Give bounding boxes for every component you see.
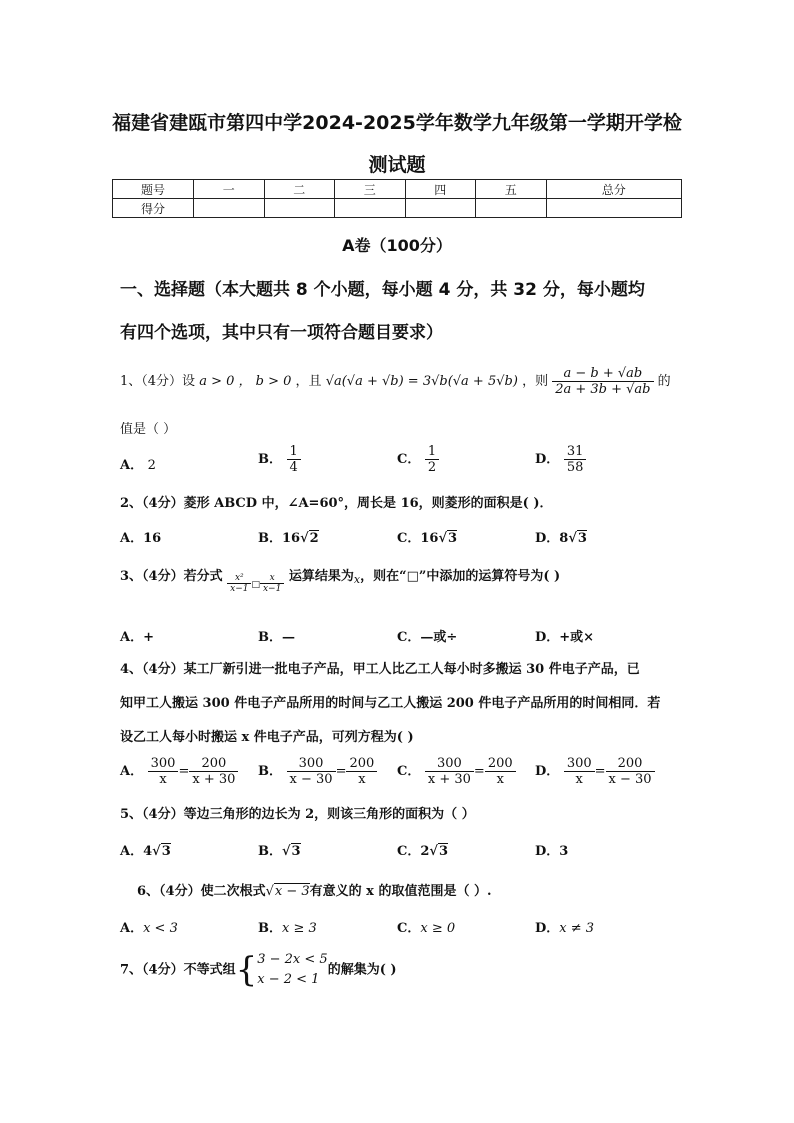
question-2: 2、（4分）菱形 ABCD 中，∠A=60°，周长是 16，则菱形的面积是( )． — [120, 496, 553, 511]
fraction-numerator: 1 — [425, 444, 439, 460]
sqrt-icon: √ — [152, 844, 161, 859]
q5-option-c[interactable] — [397, 840, 448, 859]
q6-option-a[interactable] — [120, 917, 178, 936]
brace-icon: { — [235, 950, 258, 990]
section-heading-line2: 有四个选项，其中只有一项符合题目要求） — [120, 323, 443, 343]
fraction-denominator: x — [159, 772, 167, 787]
q5-option-d[interactable]: D．3 — [535, 844, 569, 859]
option-fraction — [287, 444, 301, 475]
option-expression: x ≠ 3 — [559, 921, 595, 936]
score-cell[interactable] — [264, 199, 335, 218]
score-header-cell: 一 — [194, 180, 265, 199]
fraction-numerator: 300 — [564, 756, 595, 772]
radicand: 3 — [438, 844, 448, 859]
q1-option-b[interactable] — [258, 444, 301, 475]
question-4-line1: 4、（4分）某工厂新引进一批电子产品，甲工人比乙工人每小时多搬运 30 件电子产品，已 — [120, 662, 640, 677]
option-value: 2 — [147, 458, 156, 473]
question-6 — [137, 880, 492, 899]
option-expression: x ≥ 3 — [282, 921, 317, 936]
inequality-1: 3 − 2x < 5 — [257, 952, 328, 967]
fraction-numerator: 200 — [189, 756, 238, 772]
option-label: B． — [258, 921, 282, 936]
option-fraction — [564, 444, 587, 475]
q2-option-d[interactable] — [535, 527, 587, 546]
fraction-left — [287, 756, 336, 787]
fraction-left — [564, 756, 595, 787]
fraction-right — [606, 756, 655, 787]
score-row-label: 得分 — [113, 199, 194, 218]
q1-fraction-denominator: 2a + 3b + √ab — [555, 382, 651, 397]
fraction-denominator: x — [575, 772, 583, 787]
q1-suffix: 的 — [657, 374, 671, 389]
score-cell[interactable] — [405, 199, 476, 218]
q4-option-a[interactable] — [120, 756, 238, 787]
option-label: A． — [120, 921, 144, 936]
fraction-numerator: 1 — [287, 444, 301, 460]
sqrt-icon: √ — [429, 844, 438, 859]
sqrt-icon: √ — [282, 844, 291, 859]
q6-option-d[interactable] — [535, 917, 594, 936]
option-label: A．4 — [120, 844, 153, 859]
q3-result: x — [353, 573, 361, 586]
fraction-denominator: 4 — [289, 460, 298, 475]
q4-option-d[interactable] — [535, 756, 655, 787]
q7-suffix: 的解集为( ) — [327, 962, 397, 978]
q3-expression — [227, 573, 284, 594]
q3-fraction-2 — [260, 573, 284, 594]
question-7 — [120, 950, 397, 990]
option-label: D． — [535, 921, 560, 936]
score-cell[interactable] — [476, 199, 547, 218]
option-label: C．2 — [397, 844, 430, 859]
score-header-cell: 题号 — [113, 180, 194, 199]
exam-title-line2: 测试题 — [368, 154, 426, 176]
q1-option-d[interactable] — [535, 444, 586, 475]
exam-title-line1: 福建省建瓯市第四中学2024-2025学年数学九年级第一学期开学检 — [112, 112, 682, 134]
option-label: C．16 — [397, 531, 439, 546]
option-fraction — [425, 444, 439, 475]
option-label: C． — [397, 452, 421, 467]
score-header-cell: 三 — [335, 180, 406, 199]
question-4-line3: 设乙工人每小时搬运 x 件电子产品，可列方程为( ) — [120, 730, 414, 745]
sqrt-icon: √ — [568, 531, 577, 546]
option-expression: x < 3 — [143, 921, 178, 936]
q3-option-c[interactable]: C．—或÷ — [397, 630, 458, 645]
fraction-denominator: x − 30 — [289, 772, 333, 787]
inequality-2: x − 2 < 1 — [257, 972, 320, 987]
q3-mid: 运算结果为 — [288, 569, 354, 584]
option-label: A． — [120, 764, 144, 779]
option-label: D．8 — [535, 531, 569, 546]
option-label: D． — [535, 764, 560, 779]
score-cell[interactable] — [194, 199, 265, 218]
equals-sign: = — [335, 764, 347, 779]
q1-equation: √a(√a + √b) = 3√b(√a + 5√b) — [325, 374, 518, 389]
fraction-denominator: 58 — [566, 460, 584, 475]
score-header-cell: 总分 — [546, 180, 682, 199]
radicand: 3 — [577, 531, 587, 546]
score-header-cell: 二 — [264, 180, 335, 199]
q6-radicand: x − 3 — [274, 884, 310, 899]
q3-fraction-1 — [227, 573, 251, 594]
q6-option-b[interactable] — [258, 917, 317, 936]
q3-option-b[interactable]: B．— — [258, 630, 295, 645]
sqrt-icon: √ — [438, 531, 447, 546]
fraction-denominator: x — [358, 772, 366, 787]
score-cell[interactable] — [335, 199, 406, 218]
fraction-numerator: 200 — [606, 756, 655, 772]
q7-prefix: 7、（4分）不等式组 — [120, 962, 236, 978]
q1-line2: 值是（ ） — [120, 422, 177, 437]
score-table-row — [113, 199, 682, 218]
option-label: B． — [258, 452, 282, 467]
option-label: C． — [397, 921, 421, 936]
q1-option-c[interactable] — [397, 444, 439, 475]
fraction-numerator: 300 — [287, 756, 336, 772]
q3-option-a[interactable]: A．+ — [120, 630, 154, 645]
q6-suffix: 有意义的 x 的取值范围是（ ）. — [309, 884, 492, 899]
equals-sign: = — [594, 764, 606, 779]
q1-fraction — [552, 366, 653, 397]
fraction-denominator: x + 30 — [192, 772, 236, 787]
fraction-numerator: 200 — [346, 756, 377, 772]
option-label: B． — [258, 844, 282, 859]
q3-option-d[interactable]: D．+或× — [535, 630, 595, 645]
q3-prefix: 3、（4分）若分式 — [120, 569, 223, 584]
score-table — [112, 179, 682, 218]
q2-option-c[interactable] — [397, 527, 457, 546]
fraction-denominator: 2 — [427, 460, 437, 475]
q4-option-c[interactable] — [397, 756, 516, 787]
radicand: 2 — [309, 531, 319, 546]
q6-option-c[interactable] — [397, 917, 455, 936]
equals-sign: = — [473, 764, 485, 779]
score-table-header-row — [113, 180, 682, 199]
fraction-numerator: 31 — [564, 444, 587, 460]
q1-condition: a > 0 ， b > 0 — [199, 374, 292, 389]
radicand: 3 — [291, 844, 301, 859]
q1-mid: ，且 — [295, 374, 322, 389]
sqrt-icon: √ — [300, 531, 309, 546]
fraction-right — [485, 756, 516, 787]
fraction-denominator: x − 30 — [608, 772, 652, 787]
fraction-denominator: x — [496, 772, 504, 787]
fraction-numerator: 300 — [148, 756, 179, 772]
fraction-denominator: x + 30 — [427, 772, 471, 787]
score-header-cell: 四 — [405, 180, 476, 199]
fraction-numerator: x² — [227, 573, 251, 584]
option-label: D． — [535, 452, 560, 467]
q2-option-a[interactable]: A．16 — [120, 531, 162, 546]
radicand: 3 — [161, 844, 171, 859]
q5-option-a[interactable] — [120, 840, 171, 859]
option-expression: x ≥ 0 — [420, 921, 456, 936]
fraction-left — [148, 756, 179, 787]
q5-option-b[interactable] — [258, 840, 301, 859]
fraction-numerator: x — [260, 573, 284, 584]
option-label: B． — [258, 764, 282, 779]
option-label: A． — [120, 458, 144, 473]
fraction-numerator: 200 — [485, 756, 516, 772]
q1-fraction-numerator: a − b + √ab — [552, 366, 653, 382]
fraction-right — [189, 756, 238, 787]
fraction-denominator: x−1 — [230, 584, 249, 594]
q4-option-b[interactable] — [258, 756, 377, 787]
question-5: 5、（4分）等边三角形的边长为 2，则该三角形的面积为（ ） — [120, 807, 475, 822]
q3-suffix: ，则在“□”中添加的运算符号为( ) — [360, 569, 561, 584]
q1-then: ，则 — [522, 374, 549, 389]
equals-sign: = — [178, 764, 190, 779]
option-label: C． — [397, 764, 421, 779]
q6-prefix: 6、（4分）使二次根式 — [137, 884, 266, 899]
radicand: 3 — [448, 531, 458, 546]
operator-box: □ — [251, 580, 260, 590]
question-1 — [120, 366, 671, 397]
score-cell[interactable] — [546, 199, 682, 218]
q2-option-b[interactable] — [258, 527, 319, 546]
q1-prefix: 1、（4分）设 — [120, 374, 196, 389]
question-3 — [120, 565, 560, 594]
score-header-cell: 五 — [476, 180, 547, 199]
fraction-numerator: 300 — [425, 756, 474, 772]
fraction-right — [346, 756, 377, 787]
q1-option-a[interactable] — [120, 454, 156, 473]
inequality-system — [257, 950, 327, 990]
volume-heading: A卷（100分） — [342, 236, 452, 255]
option-label: B．16 — [258, 531, 301, 546]
section-heading-line1: 一、选择题（本大题共 8 个小题，每小题 4 分，共 32 分，每小题均 — [120, 280, 645, 300]
question-4-line2: 知甲工人搬运 300 件电子产品所用的时间与乙工人搬运 200 件电子产品所用的时间相同．若 — [120, 696, 661, 711]
fraction-left — [425, 756, 474, 787]
sqrt-icon: √ — [265, 884, 274, 899]
fraction-denominator: x−1 — [262, 584, 282, 594]
